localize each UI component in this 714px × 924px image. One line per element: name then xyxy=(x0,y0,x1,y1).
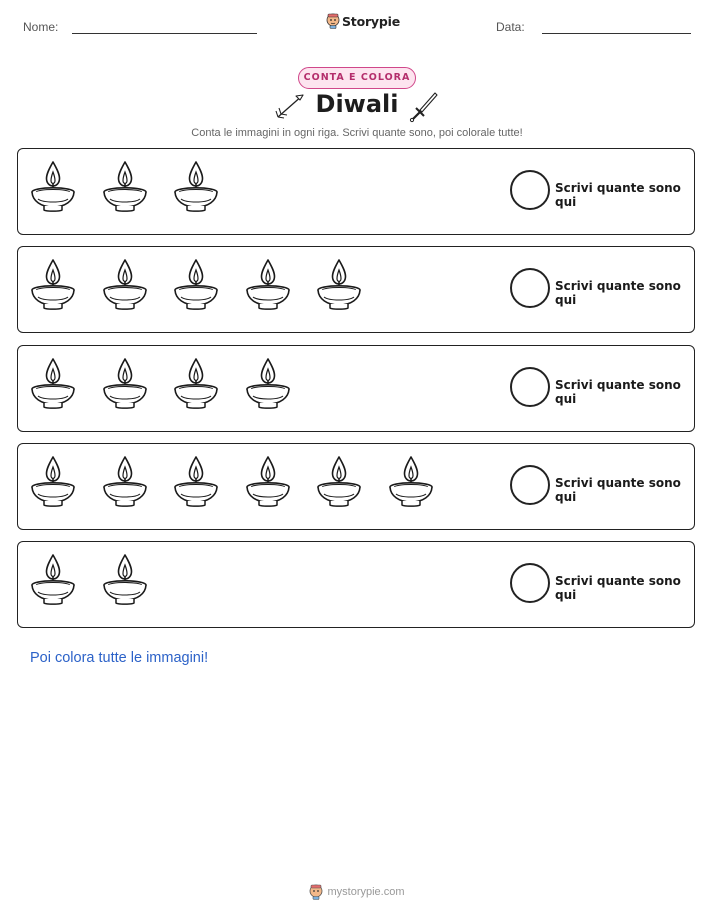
answer-prompt: Scrivi quante sono qui xyxy=(555,574,681,603)
date-label: Data: xyxy=(496,20,525,34)
count-row xyxy=(17,345,695,432)
diya-lamp-icon xyxy=(100,356,150,414)
diya-lamp-icon xyxy=(28,356,78,414)
count-row xyxy=(17,443,695,530)
storypie-mascot-icon xyxy=(309,884,323,900)
brand-logo xyxy=(326,13,400,29)
diya-lamp-icon xyxy=(243,454,293,512)
footer-note: Poi colora tutte le immagini! xyxy=(30,650,209,666)
diya-lamp-icon xyxy=(386,454,436,512)
answer-circle[interactable] xyxy=(510,367,550,407)
answer-prompt: Scrivi quante sono qui xyxy=(555,475,681,504)
footer xyxy=(0,884,714,900)
count-row xyxy=(17,148,695,235)
answer-prompt: Scrivi quante sono qui xyxy=(555,279,681,308)
answer-prompt: Scrivi quante sono qui xyxy=(555,181,681,209)
date-line[interactable] xyxy=(542,33,691,34)
diya-lamp-icon xyxy=(28,552,78,610)
answer-circle[interactable] xyxy=(510,563,550,603)
answer-circle[interactable] xyxy=(510,465,550,505)
diya-lamp-icon xyxy=(314,257,364,315)
page-title: Diwali xyxy=(315,90,399,118)
diya-lamp-icon xyxy=(243,257,293,315)
diya-lamp-icon xyxy=(100,159,150,217)
name-line[interactable] xyxy=(72,33,257,34)
diya-lamp-icon xyxy=(171,257,221,315)
diya-lamp-icon xyxy=(100,552,150,610)
diya-lamp-icon xyxy=(243,356,293,414)
footer-url: mystorypie.com xyxy=(327,886,405,898)
diya-lamp-icon xyxy=(171,356,221,414)
instructions-text: Conta le immagini in ogni riga. Scrivi quante sono, poi colorale tutte! xyxy=(191,127,523,139)
diya-lamp-icon xyxy=(171,454,221,512)
answer-circle[interactable] xyxy=(510,268,550,308)
answer-circle[interactable] xyxy=(510,170,550,210)
diya-lamp-icon xyxy=(28,454,78,512)
storypie-mascot-icon xyxy=(326,13,340,29)
brand-name: Storypie xyxy=(342,13,400,29)
diya-lamp-icon xyxy=(171,159,221,217)
sword-icon xyxy=(408,90,440,124)
diya-lamp-icon xyxy=(100,454,150,512)
count-row xyxy=(17,541,695,628)
diya-lamp-icon xyxy=(28,257,78,315)
diya-lamp-icon xyxy=(314,454,364,512)
answer-prompt: Scrivi quante sono qui xyxy=(555,377,681,406)
diya-lamp-icon xyxy=(28,159,78,217)
name-label: Nome: xyxy=(23,20,59,34)
activity-badge: CONTA E COLORA xyxy=(298,67,416,89)
count-row xyxy=(17,246,695,333)
diya-lamp-icon xyxy=(100,257,150,315)
